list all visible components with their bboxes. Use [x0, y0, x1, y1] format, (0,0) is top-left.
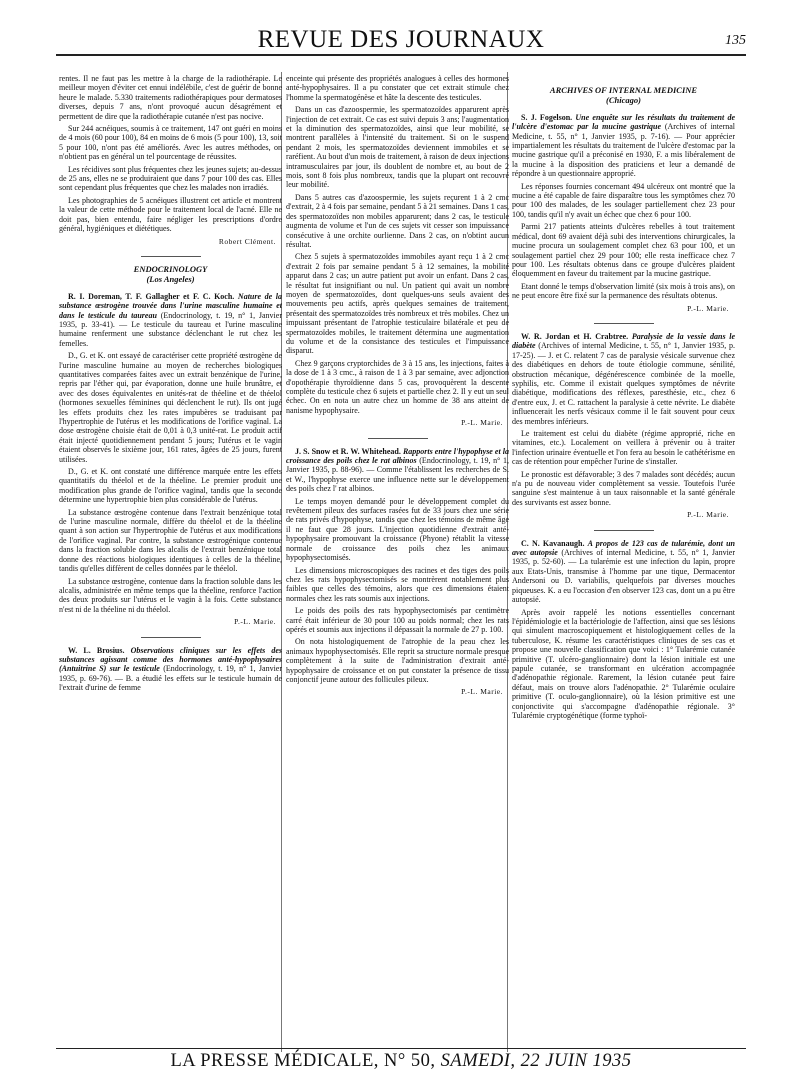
column-1 [59, 74, 282, 1050]
paragraph: Les dimensions microscopiques des racines et des tiges des poils chez les rats hypophysectomisés se montrèrent notablement plus faibles que celles des témoins, alors que ces dimensions étaient normales chez les rats soumis aux injections. [286, 565, 509, 603]
separator [594, 530, 654, 531]
paragraph: rentes. Il ne faut pas les mettre à la charge de la radiothérapie. Le meilleur moyen d'éviter cet ennui indélébile, c'est de guérir de bonne heure le malade. 5.330 traitements radiothérapiques pour dermatoses diverses, depuis 7 ans, n'ont provoqué aucun désagrément et permettent de dire que la radiothérapie cutanée n'est pas nocive. [59, 74, 282, 121]
column-3 [512, 74, 735, 1050]
signature: P.-L. Marie. [687, 510, 729, 520]
article-reference: (Endocrinology, t. 19, n° 1, Janvier 1935, p. 69-76). — B. a étudié les effets sur le testicule humain de l'extrait d'urine de femme [59, 664, 282, 693]
article-authors: C. N. Kavanaugh. [521, 538, 585, 548]
article-authors: R. I. Doreman, T. F. Gallagher et F. C. Koch. [68, 291, 235, 301]
paragraph: La substance œstrogène, contenue dans la fraction soluble dans les alcalis, administrée en même temps que la théeline, renforce l'action des deux produits sur l'utérus et le vagin à la fois. Cette substance n'est ni de la théeline ni du théelol. [59, 576, 282, 614]
section-heading: ARCHIVES OF INTERNAL MEDICINE [549, 85, 698, 95]
article-title: Paralysie de la vessie dans le diabète [512, 331, 735, 351]
article-authors: W. R. Jordan et H. Crabtree. [521, 331, 629, 341]
separator [368, 438, 428, 439]
article-title: Observations cliniques sur les effets des substances agissant comme des hormones anté-hypophysaires (Antuitrine S) sur le testicule [59, 645, 282, 674]
article-reference: (Archives of internal Medicine, t. 55, n° 1, Janvier 1935, p. 52-60). — La tularémie est une infection du lapin, propre aux Etats-Unis, transmise à l'homme par une tique, Dermacentor Andersoni ou D. variabilis, quelquefois par diverses mouches piqueuses. K. a eu l'occasion d'en observer 123 cas, dont un a pu être autopsié. [512, 548, 735, 605]
signature: P.-L. Marie. [461, 687, 503, 697]
column-2 [286, 74, 509, 1050]
article-authors: W. L. Brosius. [68, 645, 125, 655]
section-heading: ENDOCRINOLOGY [133, 263, 208, 274]
paragraph: D., G. et K. ont essayé de caractériser cette propriété œstrogène de l'urine masculine humaine au moyen de recherches biologiques quantitatives comparées faites avec un extrait benzénique de l'urine, repris par l'éther qui, par évaporation, donne une huile brunâtre, et avec des doses équivalentes en unités-rat de théeline et de théelol (hormones sexuelles féminines qui déclenchent le rut). Ils ont jugé les effets produits chez les rates impubères se traduisant par l'hypertrophie de l'utérus et les modifications de l'orifice vaginal. La dose œstrogène choisie était de 0,01 à 0,3 unité-rat. Le produit actif était injecté quotidiennement pendant 5 jours; l'utérus et le vagin étaient observés le sixième jour, 161 rates, âgées de 25 jours, furent utilisées. [59, 351, 282, 464]
paragraph: Parmi 217 patients atteints d'ulcères rebelles à tout traitement médical, dont 69 avaient déjà subi des interventions chirurgicales, la mucine procura un soulagement complet chez 63 pour 100, et un soulagement partiel chez 29 pour 100; elle resta inefficace chez 7 pour 100. Les résultats obtenus dans ce groupe d'ulcères plaident éloquemment en faveur du traitement par la mucine gastrique. [512, 222, 735, 279]
article-reference: (Endocrinology, t. 19, n° 1, Janvier 1935, p. 33-41). — Le testicule du taureau et l'urine masculine humaine renferment une substance déclenchant le rut chez les femelles. [59, 310, 282, 348]
journal-title: REVUE DES JOURNAUX [257, 26, 545, 53]
paragraph: Les photographies de 5 acnéiques illustrent cet article et montrent la valeur de cette méthode pour le traitement local de l'acné. Elle ne doit pas, bien entendu, faire négliger les prescriptions d'ordre général, hygiéniques et diététiques. [59, 195, 282, 234]
paragraph: On nota histologiquement de l'atrophie de la peau chez les animaux hypophysectomisés. Elle reprit sa structure normale presque complètement à la suite de l'administration d'extrait anté-hypophysaire de croissance et on put constater la présence de tissu conjonctif jeune autour des follicules pileux. [286, 637, 509, 684]
paragraph: enceinte qui présente des propriétés analogues à celles des hormones anté-hypophysaires. Il a pu constater que cet extrait stimule chez l'homme la spermatogénèse et hâte la descente des testicules. [286, 74, 509, 102]
section-subheading: (Chicago) [606, 95, 641, 106]
article-title: Nature de la substance œstrogène trouvée dans l'urine masculine humaine et dans le testicule du taureau [59, 291, 282, 320]
footer-journal: LA PRESSE MÉDICALE, N° 50, [170, 1051, 436, 1071]
article-paragraph [59, 292, 282, 348]
separator [141, 637, 201, 638]
paragraph: Les réponses fournies concernant 494 ulcéreux ont montré que la mucine a été capable de faire disparaître tous les symptômes chez 70 pour 100 des malades, de les soulager partiellement chez 23 pour 100, tandis qu'il n'y avait un échec que chez 6 pour 100. [512, 181, 735, 219]
paragraph: Le pronostic est défavorable; 3 des 7 malades sont décédés; aucun n'a pu de nouveau vider complètement sa vessie. Toutefois l'urée sanguine s'est maintenue à un taux raisonnable et la santé générale des survivants est assez bonne. [512, 469, 735, 507]
article-paragraph [59, 646, 282, 693]
article-reference: (Endocrinology, t. 19, n° 1, Janvier 1935, p. 88-96). — Comme l'établissent les recherches de S. et W., l'hypophyse exerce une influence nette sur le développement des poils chez l' rat albinos. [286, 456, 509, 494]
paragraph: Sur 244 acnéiques, soumis à ce traitement, 147 ont guéri en moins de 4 mois (60 pour 100), 84 en moins de 6 mois (5 pour 100), 13, soit 5 pour 100, n'ont pas été améliorés. Avec les autres méthodes, on n'obtient pas en général un tel pourcentage de réussites. [59, 124, 282, 162]
section-subheading: (Los Angeles) [146, 274, 195, 285]
page-header [56, 24, 746, 56]
paragraph: D., G. et K. ont constaté une différence marquée entre les effets quantitatifs du théelol et de la théeline. Le premier produit une modification plus grande de l'orifice vaginal, tandis que la seconde détermine une hypertrophie bien plus considérable de l'utérus. [59, 467, 282, 505]
page-number: 135 [725, 33, 746, 48]
paragraph: Le temps moyen demandé pour le développement complet du revêtement pileux des surfaces rasées fut de 33 jours chez une série de rats privés d'hypophyse, tandis que chez les témoins de même âge il ne faut que 28 jours. L'injection quotidienne d'extrait anté-hypophysaire promouvant la croissance (Phyone) rétablit la vitesse normale de croissance des poils chez les animaux hypophysectomisés. [286, 496, 509, 563]
article-title: A propos de 123 cas de tularémie, dont un avec autopsie [512, 538, 735, 558]
footer-date: SAMEDI, 22 JUIN 1935 [440, 1051, 632, 1071]
signature: Robert Clément. [218, 236, 276, 246]
paragraph: Après avoir rappelé les notions essentielles concernant l'épidémiologie et la bactériologie de l'affection, ainsi que ses lésions qui simulent macroscopiquement et histologiquement celles de la tuberculose, K. résume les caractéristiques cliniques de ses cas et propose une nouvelle classification que voici : 1° Tularémie cutanée primitive (T. ulcéro-ganglionnaire) dont la lésion initiale est une papule cutanée, se transformant en ulcération accompagnée d'adénopathie régionale. Rarement, la lésion cutanée peut faire défaut, mais on trouve alors l'adénopathie. 2° Tularémie oculaire primitive (T. oculo-ganglionnaire), où la lésion primitive est une conjonctivite qui s'accompagne d'adénopathie régionale. 3° Tularémie cryptogénétique (forme typhoï- [512, 607, 735, 720]
signature: P.-L. Marie. [461, 418, 503, 428]
paragraph: Etant donné le temps d'observation limité (six mois à trois ans), on ne peut encore être fixé sur la permanence des résultats obtenus. [512, 281, 735, 301]
article-title: Une enquête sur les résultats du traitement de l'ulcère d'estomac par la mucine gastrique [512, 112, 735, 132]
article-authors: J. S. Snow et R. W. Whitehead. [295, 446, 401, 456]
article-reference: (Archives of internal Medicine, t. 55, n° 1, Janvier 1935, p. 7-16). — Pour apprécier impartialement les résultats du traitement de l'ulcère d'estomac par la mucine gastrique qu'il a préconisé en 1930, F. a mis libéralement de la mucine à la disposition des praticiens et leur a demandé de répondre à un questionnaire approprié. [512, 122, 735, 179]
article-paragraph [512, 113, 735, 179]
signature: P.-L. Marie. [234, 617, 276, 627]
paragraph: Chez 9 garçons cryptorchides de 3 à 15 ans, les injections, faites à la dose de 1 à 3 cmc., à raison de 1 à 3 par semaine, avec adjonction d'opothérapie thyroïdienne dans 5 cas, provoquèrent la descente complète du testicule chez 6 sujets et partielle chez 2. Il y eut un seul échec. On en nota un autre chez un homme de 38 ans atteint de nanisme hypophysaire. [286, 358, 509, 415]
article-title: Rapports entre l'hypophyse et la croissance des poils chez le rat albinos [286, 446, 509, 466]
article-paragraph [286, 447, 509, 494]
paragraph: Le poids des poils des rats hypophysectomisés par centimètre carré était inférieur de 30 pour 100 au poids normal; chez les rats opérés et soumis aux injections il dépassait la normale de 27 p. 100. [286, 606, 509, 634]
paragraph: Le traitement est celui du diabète (régime approprié, riche en vitamines, etc.). Localement on veillera à prévenir ou à traiter l'infection urinaire éventuelle et l'on fera au besoin le cathétérisme en cas de rétention pour empêcher l'urine de s'installer. [512, 429, 735, 467]
paragraph: Dans un cas d'azoospermie, les spermatozoïdes apparurent après l'injection de cet extrait. Ce cas est suivi depuis 3 ans; l'augmentation et la diminution des spermatozoïdes, ainsi que leur mobilité, se montrent parallèles à l'intensité du traitement. Si on le suspend pendant 2 mois, les spermatozoïdes deviennent immobiles et se raréfient. Au bout d'un mois de traitement, à raison de deux injections intramusculaires par jour, ils doublent de nombre et, au bout de 2 mois, sont 8 fois plus nombreux, tandis que la plupart ont recouvré leur mobilité. [286, 105, 509, 190]
separator [141, 256, 201, 257]
article-paragraph [512, 332, 735, 426]
header-rule [56, 54, 746, 56]
paragraph: Chez 5 sujets à spermatozoïdes immobiles ayant reçu 1 à 2 cmc d'extrait 2 fois par semaine pendant 5 à 12 semaines, la mobilité apparut dans 2 cas; un autre patient put avoir un enfant. Dans 2 cas, le résultat fut insignifiant ou nul. Un patient qui avait un nombre moyen de spermatozoïdes, dont quelques-uns seuls avaient des mouvements peu actifs, après quelques semaines de traitement, présentait des spermatozoïdes très nombreux et très mobiles. Chez un impuissant présentant de l'atrophie testiculaire bilatérale et peu de spermatozoïdes mobiles, le traitement détermina une augmentation du volume et de la consistance des testicules et l'impuissance disparut. [286, 252, 509, 356]
paragraph: Les récidives sont plus fréquentes chez les jeunes sujets; au-dessus de 25 ans, elles ne se produiraient que dans 7 pour 100 des cas. Elles sont cependant plus fréquentes que chez les malades non irradiés. [59, 164, 282, 193]
footer-rule [56, 1048, 746, 1049]
paragraph: La substance œstrogène contenue dans l'extrait benzénique total de l'urine masculine normale, diffère du théelol et de la théeline quant à son action sur l'hypertrophie de l'utérus et aux modifications de l'orifice vaginal. Par contre, la substance œstrogénique contenue dans la fraction soluble dans les alcalis de l'extrait benzénique total donne des réactions biologiques identiques à celles de la théeline, tandis qu'elles diffèrent de celles données par le théelol. [59, 507, 282, 574]
article-paragraph [512, 539, 735, 605]
separator [594, 323, 654, 324]
signature: P.-L. Marie. [687, 303, 729, 313]
article-authors: S. J. Fogelson. [521, 112, 573, 122]
paragraph: Dans 5 autres cas d'azoospermie, les sujets reçurent 1 à 2 cmc d'extrait, 2 à 4 fois par semaine, pendant 5 à 21 semaines. Dans 1 cas, des spermatozoïdes non mobiles apparurent; dans 2 cas, le testicule augmenta de volume et l'un de ces sujets vit cesser son impuissance consécutive à une orchite ourlienne. Dans 2 cas, on n'obtint aucun résultat. [286, 192, 509, 249]
article-reference: (Archives of internal Medicine, t. 55, n° 1, Janvier 1935, p. 17-25). — J. et C. relatent 7 cas de paralysie vésicale survenue chez des diabétiques en dehors de toute étiologie commune, sénilité, obstruction mécanique, dégénérescence combinée de la moelle, syphilis, etc. Comme il existait quelques symptômes de névrite diabétique, modifications des réflexes, paresthésie, etc., chez 6 d'entre eux, J. et C. rattachent la paralysie à cette névrite. Le diabète influencerait les nerfs vésicaux comme il le fait souvent pour ceux des membres inférieurs. [512, 341, 735, 426]
page-footer [56, 1051, 746, 1072]
